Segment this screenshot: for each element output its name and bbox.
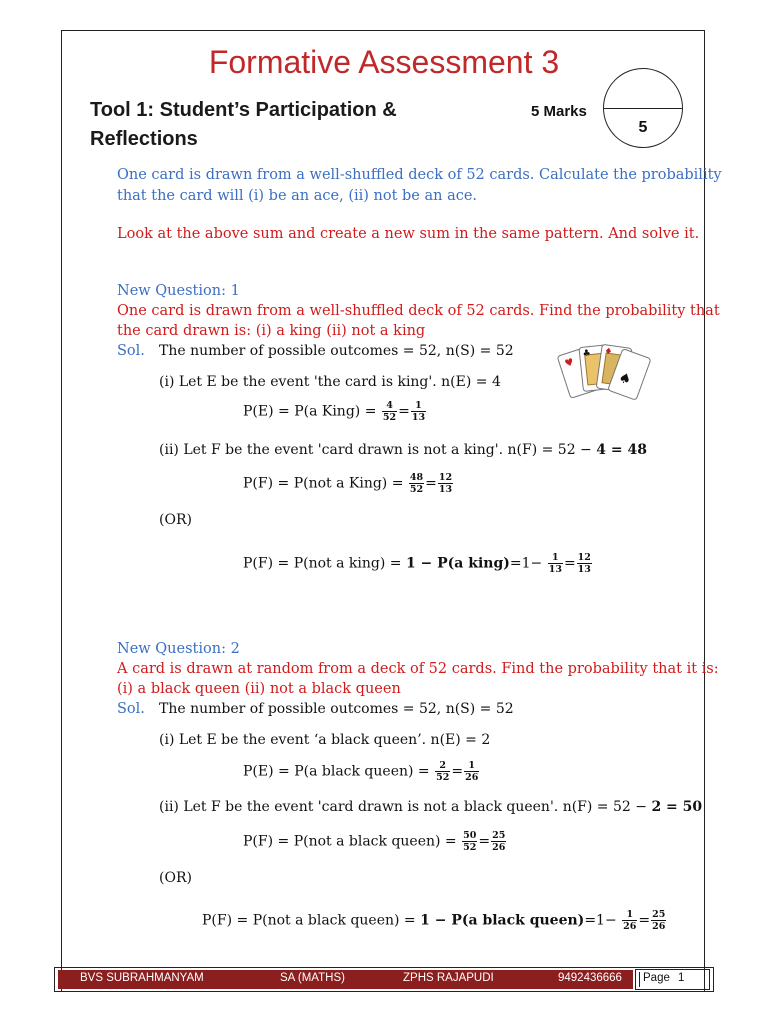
q2-pf-prefix: P(F) = P(not a black queen) = bbox=[243, 833, 457, 850]
footer-author: BVS SUBRAHMANYAM bbox=[80, 972, 204, 984]
q2-event-f-text: (ii) Let F be the event 'card drawn is not a black queen'. n(F) = 52 − bbox=[159, 799, 647, 815]
q2-event-e: (i) Let E be the event ‘a black queen’. n(E) = 2 bbox=[159, 732, 491, 748]
q1-pf-prefix: P(F) = P(not a King) = bbox=[243, 475, 404, 492]
marks-label: 5 Marks bbox=[531, 103, 587, 120]
q2-or: (OR) bbox=[159, 870, 192, 886]
q2-alt-bold: 1 − P(a black queen) bbox=[420, 912, 585, 929]
q1-event-f-text: (ii) Let F be the event 'card drawn is not a king'. n(F) = 52 − bbox=[159, 442, 592, 458]
q1-text-line2: the card drawn is: (i) a king (ii) not a king bbox=[117, 323, 426, 339]
q2-pe-line: P(E) = P(a black queen) = $\frac{2}{52}$ = $\frac{1}{26}$ bbox=[243, 760, 479, 783]
score-value: 5 bbox=[638, 119, 648, 136]
q1-outcomes: The number of possible outcomes = 52, n(S) = 52 bbox=[159, 343, 514, 359]
q1-alt-bold: 1 − P(a king) bbox=[405, 555, 510, 572]
intro-question-line1: One card is drawn from a well-shuffled deck of 52 cards. Calculate the probability bbox=[117, 167, 722, 183]
page-title: Formative Assessment 3 bbox=[208, 44, 560, 80]
q1-pf-frac2: $\frac{12}{13}$ bbox=[438, 472, 453, 495]
footer-page-box bbox=[635, 969, 710, 990]
footer-phone: 9492436666 bbox=[558, 972, 622, 984]
q2-event-f bbox=[159, 797, 702, 818]
page-box-separator bbox=[639, 972, 640, 987]
q2-alt-mid: =1− bbox=[584, 912, 617, 929]
tool-heading-line2: Reflections bbox=[90, 128, 198, 150]
score-divider bbox=[604, 108, 682, 109]
q1-pe-frac2: $\frac{1}{13}$ bbox=[411, 400, 426, 423]
q2-alt-frac2: $\frac{25}{26}$ bbox=[652, 909, 666, 932]
footer-page-label: Page bbox=[643, 972, 670, 984]
svg-text:♣: ♣ bbox=[582, 348, 592, 360]
footer-school: ZPHS RAJAPUDI bbox=[403, 972, 494, 984]
q2-event-f-bold: 2 = 50 bbox=[651, 799, 703, 815]
q1-alt-line: P(F) = P(not a king) = 1 − P(a king)=1− $\frac{1}{13}$ = $\frac{12}{13}$ bbox=[243, 552, 591, 575]
q1-pf-frac1: $\frac{48}{52}$ bbox=[409, 472, 424, 495]
intro-question-line2: that the card will (i) be an ace, (ii) not be an ace. bbox=[117, 188, 478, 204]
q1-event-f bbox=[159, 440, 647, 461]
tool-heading bbox=[90, 96, 397, 154]
q2-pf-frac2: $\frac{25}{26}$ bbox=[492, 830, 506, 853]
tool-heading-line1: Tool 1: Student’s Participation & bbox=[90, 99, 397, 121]
q2-text-line2: (i) a black queen (ii) not a black queen bbox=[117, 681, 401, 697]
q1-alt-prefix: P(F) = P(not a king) = bbox=[243, 555, 402, 572]
q2-alt-frac1: $\frac{1}{26}$ bbox=[623, 909, 637, 932]
q2-alt-line: P(F) = P(not a black queen) = 1 − P(a black queen)=1− $\frac{1}{26}$ = $\frac{25}{26}$ bbox=[202, 909, 666, 932]
q1-alt-frac2: $\frac{12}{13}$ bbox=[577, 552, 591, 575]
q1-pe-frac1: $\frac{4}{52}$ bbox=[382, 400, 397, 423]
q2-pf-line: P(F) = P(not a black queen) = $\frac{50}{52}$ = $\frac{25}{26}$ bbox=[243, 830, 506, 853]
q1-alt-mid: =1− bbox=[509, 555, 543, 572]
q1-event-e: (i) Let E be the event 'the card is king'. n(E) = 4 bbox=[159, 374, 501, 390]
footer-page-number: 1 bbox=[678, 972, 685, 984]
q2-outcomes: The number of possible outcomes = 52, n(S) = 52 bbox=[159, 701, 514, 717]
q2-sol-label: Sol. bbox=[117, 701, 145, 717]
footer-role: SA (MATHS) bbox=[280, 972, 345, 984]
q1-alt-frac1: $\frac{1}{13}$ bbox=[548, 552, 562, 575]
q1-pe-line: P(E) = P(a King) = $\frac{4}{52}$ = $\frac{1}{13}$ bbox=[243, 400, 426, 423]
q2-alt-prefix: P(F) = P(not a black queen) = bbox=[202, 912, 416, 929]
q2-pe-frac1: $\frac{2}{52}$ bbox=[436, 760, 450, 783]
q1-pf-line: P(F) = P(not a King) = $\frac{48}{52}$ = $\frac{12}{13}$ bbox=[243, 472, 453, 495]
svg-text:♦: ♦ bbox=[603, 346, 614, 358]
q2-pe-frac2: $\frac{1}{26}$ bbox=[465, 760, 479, 783]
svg-text:♥: ♥ bbox=[563, 356, 576, 371]
score-circle bbox=[603, 68, 683, 148]
q1-heading: New Question: 1 bbox=[117, 283, 240, 299]
playing-cards-icon bbox=[552, 336, 652, 416]
q1-text-line1: One card is drawn from a well-shuffled deck of 52 cards. Find the probability that bbox=[117, 303, 720, 319]
q1-sol-label: Sol. bbox=[117, 343, 145, 359]
svg-text:♠: ♠ bbox=[616, 369, 634, 389]
q2-heading: New Question: 2 bbox=[117, 641, 240, 657]
q2-pe-prefix: P(E) = P(a black queen) = bbox=[243, 763, 430, 780]
q2-text-line1: A card is drawn at random from a deck of 52 cards. Find the probability that it is: bbox=[117, 661, 719, 677]
q1-pe-prefix: P(E) = P(a King) = bbox=[243, 403, 377, 420]
q1-event-f-bold: 4 = 48 bbox=[596, 442, 647, 458]
q1-or: (OR) bbox=[159, 512, 192, 528]
intro-instruction: Look at the above sum and create a new sum in the same pattern. And solve it. bbox=[117, 226, 700, 242]
q2-pf-frac1: $\frac{50}{52}$ bbox=[463, 830, 477, 853]
footer-bar bbox=[58, 970, 633, 989]
